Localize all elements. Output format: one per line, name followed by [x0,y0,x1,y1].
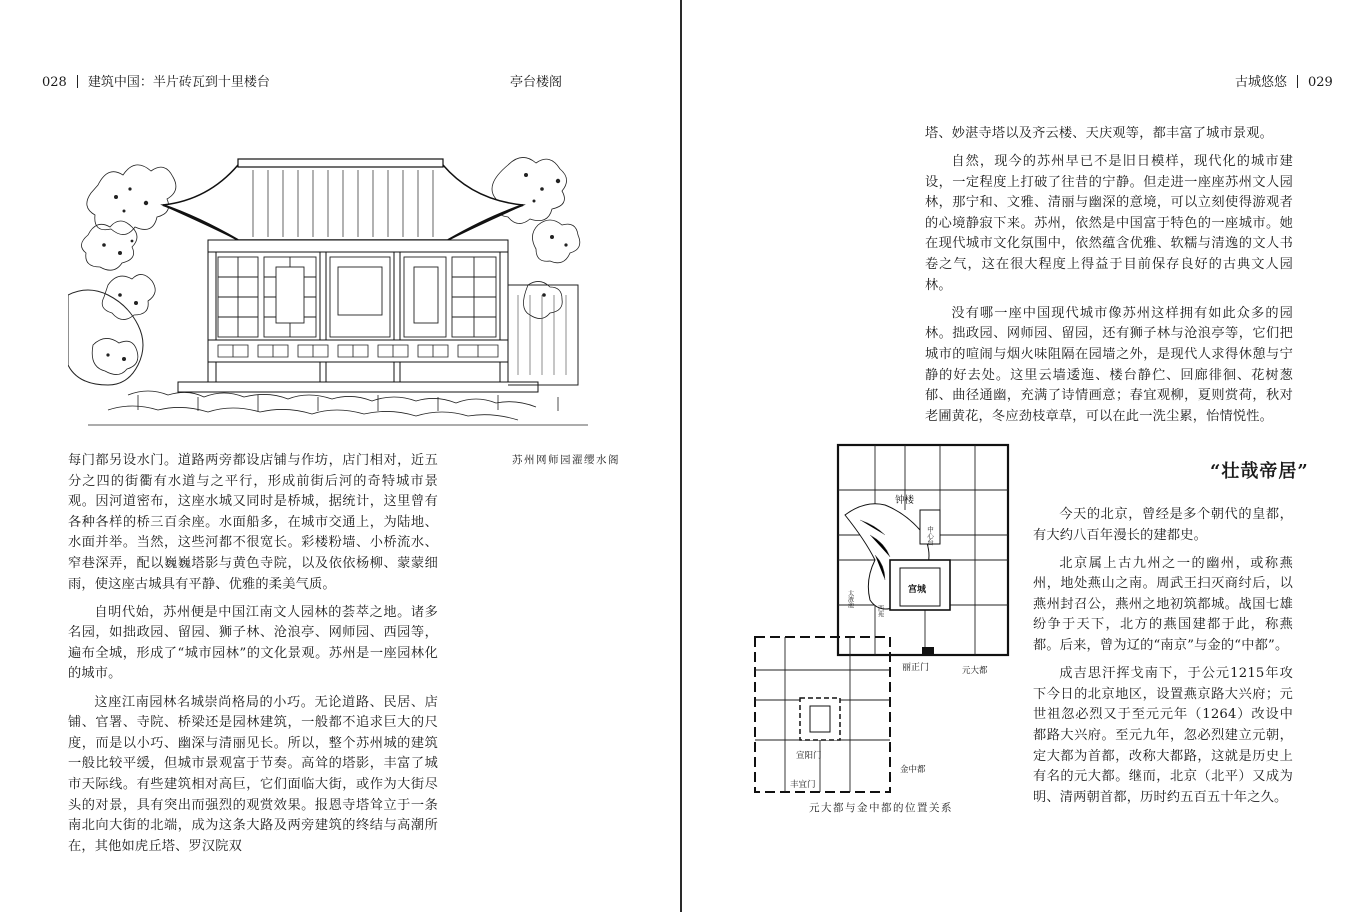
left-running-head [42,74,270,92]
left-paragraph-2: 自明代始，苏州便是中国江南文人园林的荟萃之地。诸多名园，如拙政园、留园、狮子林、沧浪亭、网师园、西园等，遍布全城，形成了“城市园林”的文化景观。苏州是一座园林化的城市。 [68,604,438,682]
right-paragraph-2: 自然，现今的苏州早已不是旧日模样，现代化的城市建设，一定程度上打破了往昔的宁静。但走进一座座苏州文人园林，那宁和、文雅、清丽与幽深的意境，可以立刻使得游观者的心境静寂下来。苏州，依然是中国富于特色的一座城市。她在现代城市文化氛围中，依然蕴含优雅、软糯与清逸的文人书卷之气，这在很大程度上得益于目前保存良好的古典文人园林。 [925,154,1293,293]
map-label-fengyi-gate: 丰宜门 [790,780,816,790]
left-paragraph-3: 这座江南园林名城崇尚格局的小巧。无论道路、民居、店铺、官署、寺院、桥梁还是园林建筑，一般都不追求巨大的尺度，而是以小巧、幽深与清丽见长。所以，整个苏州城的建筑一般比较平缓，但城市景观富于节奏。高耸的塔影，丰富了城市天际线。有些建筑相对高巨，它们面临大街，或作为大街尽头的对景，具有突出而强烈的观赏效果。报恩寺塔耸立于一条南北向大街的北端，成为这条大路及两旁建筑的终结与高潮所在，其他如虎丘塔、罗汉院双 [68,694,438,854]
section-paragraph-1: 今天的北京，曾经是多个朝代的皇都，有大约八百年漫长的建都史。 [1033,507,1293,543]
map-caption: 元大都与金中都的位置关系 [809,802,953,814]
right-top-text [925,124,1293,435]
running-head-divider [77,75,78,88]
right-paragraph-3: 没有哪一座中国现代城市像苏州这样拥有如此众多的园林。拙政园、网师园、留园，还有狮子林与沧浪亭等，它们把城市的喧闹与烟火味阻隔在园墙之外，是现代人求得休憩与宁静的好去处。这里云墙逶迤、楼台静伫、回廊徘徊、花树葱郁、曲径通幽，充满了诗情画意；春宜观柳，夏则赏荷，秋对老圃黄花，冬应劲枝章草，可以在此一洗尘累，怡情悦性。 [925,305,1293,424]
map-label-central-platform: 中心台 [926,526,934,546]
dadu-zhongdu-map [750,440,1025,800]
right-page [682,0,1363,912]
right-chapter-title: 古城悠悠 [1235,75,1288,90]
left-page-number: 028 [42,75,67,90]
left-chapter-title: 亭台楼阁 [510,75,563,90]
section-paragraph-2: 北京属上古九州之一的幽州，或称燕州，地处燕山之南。周武王扫灭商纣后，以燕州封召公，燕州之地初筑都城。战国七雄纷争于天下，北方的燕国建都于此，称燕都。后来，曾为辽的“南京”与金的“中都”。 [1033,555,1293,654]
map-label-jin-zhongdu: 金中都 [900,765,926,775]
right-running-head [1235,74,1333,92]
left-body-text [68,451,438,865]
section-heading: “壮哉帝居” [1210,461,1309,482]
right-section-text [1033,505,1293,816]
map-label-xuanyang-gate: 宣阳门 [796,751,822,761]
right-page-number: 029 [1308,75,1333,90]
map-label-lizheng-gate: 丽正门 [902,663,930,673]
map-label-palace-city: 宫城 [908,585,927,595]
right-paragraph-1: 塔、妙湛寺塔以及齐云楼、天庆观等，都丰富了城市景观。 [925,126,1274,141]
section-paragraph-3: 成吉思汗挥戈南下，于公元1215年攻下今日的北京地区，设置燕京路大兴府；元世祖忽必烈又于至元元年（1264）改设中都路大兴府。至元九年，忽必烈建立元朝，定大都为首都，改称大都路，这就是历史上有名的元大都。继而，北京（北平）又成为明、清两朝首都，历时约五百五十年之久。 [1033,666,1293,805]
map-label-yuan-dadu: 元大都 [962,666,988,676]
map-label-xiyuan: 西苑 [876,605,884,617]
pavilion-illustration [68,145,613,430]
pavilion-caption: 苏州网师园濯缨水阁 [512,454,620,466]
running-head-divider [1297,75,1298,88]
left-page [0,0,680,912]
book-title: 建筑中国：半片砖瓦到十里楼台 [87,75,270,90]
left-paragraph-1: 每门都另设水门。道路两旁都设店铺与作坊，店门相对，近五分之四的街衢有水道与之平行，形成前街后河的奇特城市景观。因河道密布，这座水城又同时是桥城，据统计，这里曾有各种各样的桥三百余座。水面船多，在城市交通上，为陆地、水面并举。当然，这些河都不很宽长。彩楼粉墙、小桥流水、窄巷深弄，配以巍巍塔影与黄色寺院，以及依依杨柳、蒙蒙细雨，使这座古城具有平静、优雅的柔美气质。 [68,453,438,592]
map-label-bell-tower: 钟楼 [895,495,915,506]
map-label-taiye-pond: 太液池 [846,590,854,608]
